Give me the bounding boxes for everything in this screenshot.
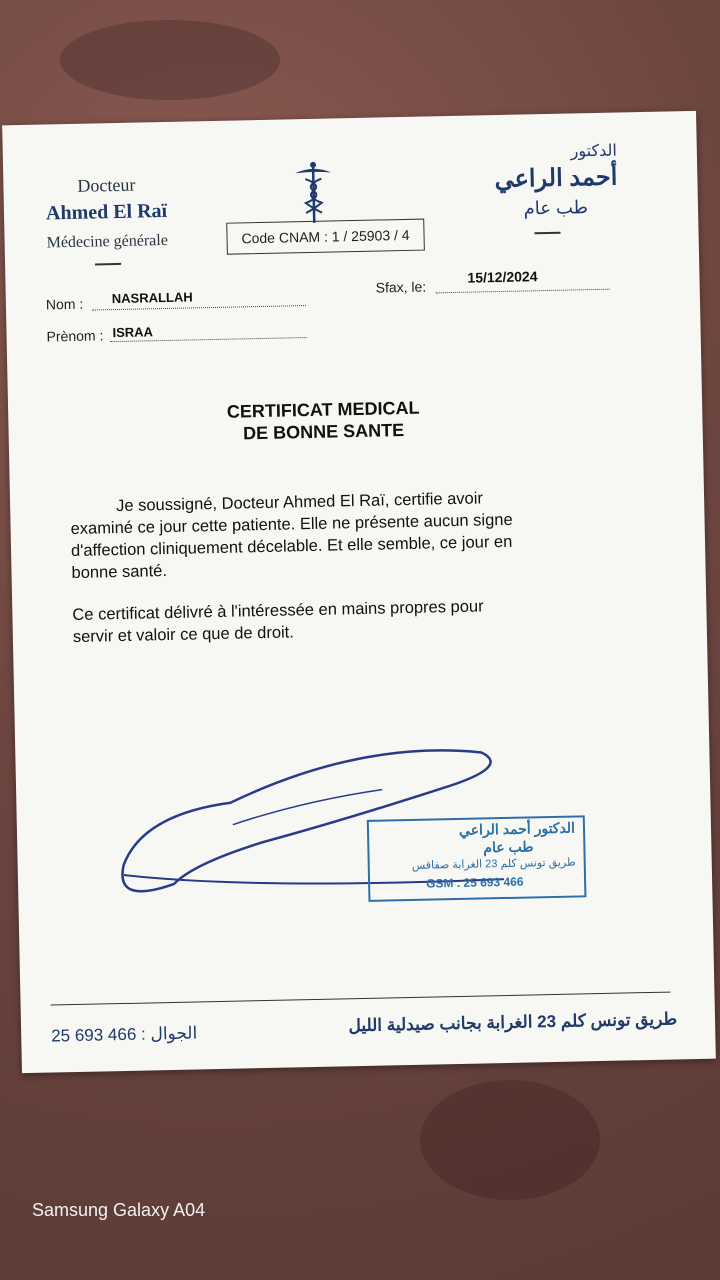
footer-phone: 25 693 466 : الجوال <box>51 1023 198 1046</box>
doctor-name: Ahmed El Raï <box>45 199 168 225</box>
camera-watermark: Samsung Galaxy A04 <box>32 1200 206 1220</box>
certificate-paragraph-1 <box>70 485 612 584</box>
para1-line1: Je soussigné, Docteur Ahmed El Raï, certifie avoir <box>115 489 484 516</box>
doctor-name-ar: أحمد الراعي <box>494 163 618 194</box>
place-label: Sfax, le: <box>375 278 427 296</box>
caduceus-icon <box>293 160 334 225</box>
certificate-title <box>198 396 449 445</box>
para2-line2: servir et valoir ce que de droit. <box>72 623 295 646</box>
doctor-title: Docteur <box>77 174 136 196</box>
doctor-title-ar: الدكتور <box>570 142 617 161</box>
leather-texture <box>60 20 280 100</box>
para1-line3: d'affection cliniquement décelable. Et elle semble, ce jour en <box>70 532 513 561</box>
nom-dotted-line <box>92 305 306 310</box>
certificate-title-line2: DE BONNE SANTE <box>242 420 405 444</box>
certificate-paragraph-2 <box>72 593 613 648</box>
para1-line4: bonne santé. <box>71 562 168 583</box>
prenom-value: ISRAA <box>112 324 154 341</box>
doctor-specialty: Médecine générale <box>46 231 169 252</box>
stamp-line1: الدكتور أحمد الراعي <box>458 819 576 838</box>
prenom-label: Prènom : <box>46 327 104 345</box>
para1-line2: examiné ce jour cette patiente. Elle ne présente aucun signe <box>70 510 513 539</box>
stamp-line3: طريق تونس كلم 23 الغرابة صفاقس <box>411 856 576 872</box>
nom-value: NASRALLAH <box>111 289 193 307</box>
divider <box>95 263 121 266</box>
stamp-line4: GSM . 25 693 466 <box>425 874 524 891</box>
doctor-specialty-ar: طب عام <box>523 197 589 219</box>
stamp-line2: طب عام <box>483 838 534 856</box>
date-dotted-line <box>436 289 610 294</box>
para2-line1: Ce certificat délivré à l'intéressée en mains propres pour <box>72 597 484 625</box>
medical-certificate-paper <box>2 111 716 1073</box>
certificate-title-line1: CERTIFICAT MEDICAL <box>226 397 420 422</box>
footer-address: طريق تونس كلم 23 الغرابة بجانب صيدلية الليل <box>348 1009 678 1036</box>
date-value: 15/12/2024 <box>467 268 538 286</box>
cnam-code-box: Code CNAM : 1 / 25903 / 4 <box>226 219 425 255</box>
doctor-stamp <box>367 815 587 902</box>
leather-texture <box>420 1080 600 1200</box>
nom-label: Nom : <box>45 295 84 313</box>
divider <box>535 232 561 235</box>
footer-divider <box>51 992 671 1006</box>
